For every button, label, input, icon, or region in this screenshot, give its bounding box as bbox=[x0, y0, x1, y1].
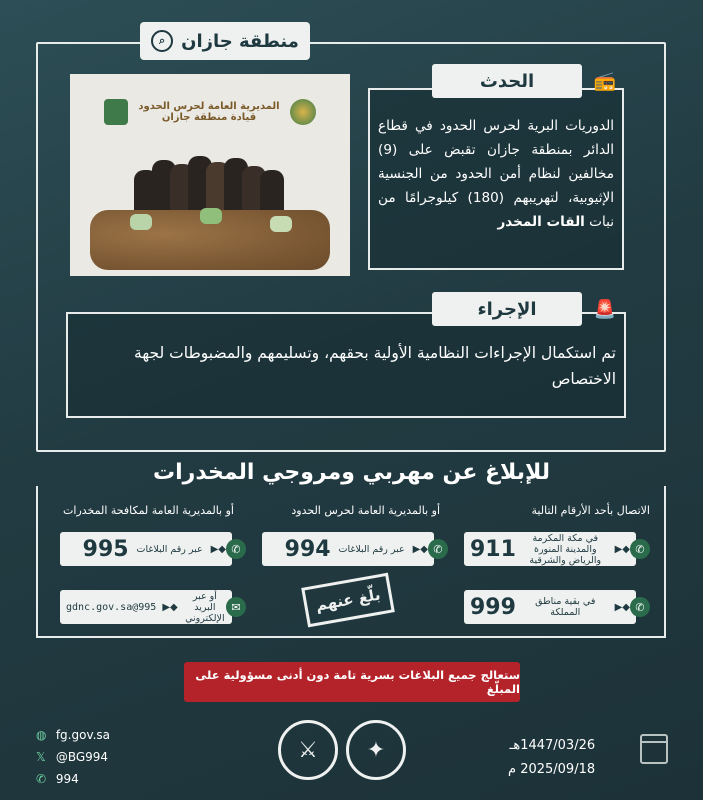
arrows-icon: ◆▶ bbox=[614, 543, 630, 555]
x-logo-icon: 𝕏 bbox=[36, 750, 46, 764]
region-title bbox=[140, 22, 310, 60]
seizure-photo bbox=[70, 74, 350, 276]
phone-icon: ✆ bbox=[630, 597, 650, 617]
hotline-999-card[interactable] bbox=[464, 590, 636, 624]
date-hijri: 1447/03/26هـ bbox=[509, 738, 596, 753]
event-body: الدوريات البرية لحرس الحدود في قطاع الدائر بمنطقة جازان تقبض على (9) مخالفين لنظام أمن الحدود من الجنسية الإثيوبية، لتهريبهم (180) كيلوجرامًا من نبات bbox=[378, 118, 615, 230]
hotline-994-desc: عبر رقم البلاغات bbox=[338, 543, 405, 555]
col-head-mid: أو بالمديرية العامة لحرس الحدود bbox=[291, 504, 440, 517]
report-title: للإبلاغ عن مهربي ومروجي المخدرات bbox=[153, 460, 550, 485]
website-row[interactable] bbox=[36, 724, 110, 746]
footer-contacts bbox=[36, 724, 110, 790]
arrows-icon: ◆▶ bbox=[162, 601, 178, 613]
event-label: الحدث bbox=[432, 64, 582, 98]
arrows-icon: ◆▶ bbox=[412, 543, 428, 555]
dates bbox=[508, 734, 595, 782]
event-text bbox=[378, 114, 614, 234]
report-them-stamp: بلّغ عنهم bbox=[301, 573, 395, 628]
hotline-995-number: 995 bbox=[82, 536, 129, 562]
event-highlight: القات المخدر bbox=[497, 214, 585, 230]
date-gregorian: 2025/09/18 م bbox=[508, 762, 596, 777]
border-guard-seal-icon: ⚔ bbox=[278, 720, 338, 780]
phone-icon: ✆ bbox=[630, 539, 650, 559]
alarm-light-icon: 🚨 bbox=[593, 298, 617, 320]
website-link[interactable]: fg.gov.sa bbox=[55, 728, 111, 742]
x-row[interactable] bbox=[36, 746, 110, 768]
saudi-emblem-icon bbox=[104, 99, 128, 125]
arrows-icon: ◆▶ bbox=[210, 543, 226, 555]
email-desc: أو عبر البريد الإلكتروني bbox=[185, 590, 225, 624]
phone-icon: ✆ bbox=[428, 539, 448, 559]
region-title-text: منطقة جازان bbox=[181, 30, 299, 52]
map-pin-search-icon: ⌕ bbox=[151, 30, 173, 52]
hotline-911-card[interactable] bbox=[464, 532, 636, 566]
seized-sacks bbox=[90, 210, 330, 270]
calendar-icon bbox=[640, 734, 668, 764]
border-guard-emblem-icon bbox=[290, 99, 316, 125]
saudi-emblem-seal-icon: ✦ bbox=[346, 720, 406, 780]
email-card[interactable] bbox=[60, 590, 232, 624]
hotline-994-card[interactable] bbox=[262, 532, 434, 566]
hotline-995-card[interactable] bbox=[60, 532, 232, 566]
col-head-left: أو بالمديرية العامة لمكافحة المخدرات bbox=[63, 504, 234, 517]
confidentiality-notice: ستعالج جميع البلاغات بسرية تامة دون أدنى مسؤولية على المبلّغ bbox=[184, 662, 520, 702]
hotline-995-desc: عبر رقم البلاغات bbox=[136, 543, 203, 555]
footer-phone[interactable]: 994 bbox=[55, 772, 79, 786]
phone-icon: ✆ bbox=[226, 539, 246, 559]
email-icon: ✉ bbox=[226, 597, 246, 617]
hotline-999-number: 999 bbox=[470, 594, 516, 620]
photo-banner bbox=[100, 92, 320, 132]
hotline-911-number: 911 bbox=[470, 536, 516, 562]
photo-subbanner-text: قيادة منطقة جازان bbox=[161, 112, 257, 123]
photo-banner-text: المديرية العامة لحرس الحدود bbox=[138, 101, 280, 112]
globe-icon: ◍ bbox=[36, 728, 47, 742]
phone-row[interactable] bbox=[36, 768, 110, 790]
x-handle[interactable]: @BG994 bbox=[55, 750, 109, 764]
walkie-talkie-icon: 📻 bbox=[593, 70, 617, 92]
action-text: تم استكمال الإجراءات النظامية الأولية بحقهم، وتسليمهم والمضبوطات لجهة الاختصاص bbox=[134, 344, 616, 388]
hotline-911-desc: في مكة المكرمة والمدينة المنورة والرياض والشرقية bbox=[529, 532, 602, 566]
col-head-right: الاتصال بأحد الأرقام التالية bbox=[531, 504, 650, 517]
action-label: الإجراء bbox=[432, 292, 582, 326]
arrows-icon: ◆▶ bbox=[614, 601, 630, 613]
hotline-999-desc: في بقية مناطق المملكة bbox=[535, 596, 596, 618]
email-address[interactable]: 995@gdnc.gov.sa bbox=[66, 601, 157, 613]
hotline-994-number: 994 bbox=[284, 536, 331, 562]
phone-icon: ✆ bbox=[36, 772, 47, 786]
